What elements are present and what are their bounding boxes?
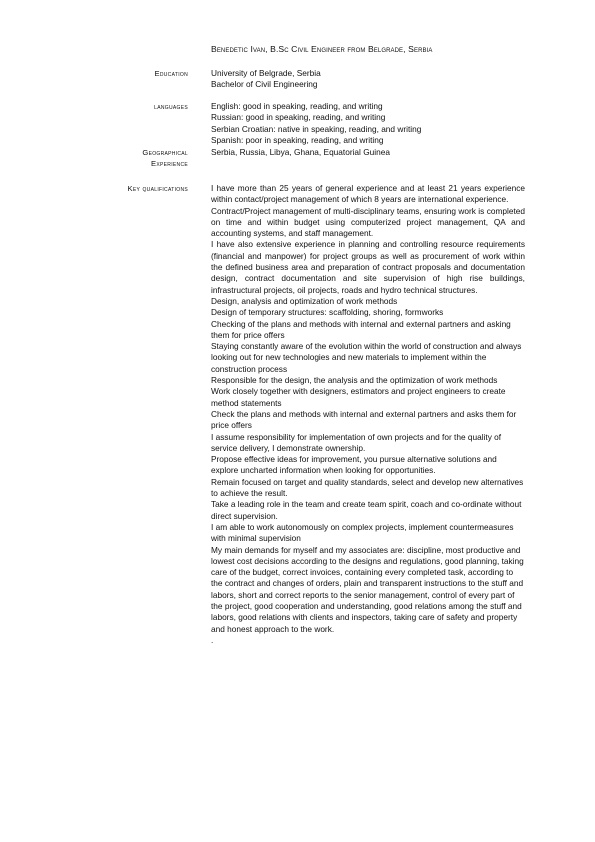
geo-label-line2: Experience xyxy=(151,159,188,168)
language-line: English: good in speaking, reading, and writing xyxy=(211,101,383,111)
qualification-item: Propose effective ideas for improvement, you pursue alternative solutions and explore uncharted information when looking for opportunities. xyxy=(211,454,497,476)
language-line: Russian: good in speaking, reading, and writing xyxy=(211,112,386,123)
language-line: Serbian Croatian: native in speaking, reading, and writing xyxy=(211,123,422,134)
cv-header-name: Benedetic Ivan, B.Sc Civil Engineer from Belgrade, Serbia xyxy=(211,44,433,54)
languages-content xyxy=(211,101,526,146)
qualification-item: Contract/Project management of multi-disciplinary teams, ensuring work is completed on time and within budget using computerized project management, QA and accounting systems, and staff management. xyxy=(211,205,525,239)
qualification-item: Design, analysis and optimization of work methods xyxy=(211,295,398,306)
qualification-item: My main demands for myself and my associates are: discipline, most productive and lowest cost decisions according to the designs and regulations, good planning, taking care of the budget, correct invoices, containing every completed task, according to the contract and changes of orders, plain and transparent instructions to the stuff and labors, short and correct reports to the senior management, control of every part of the project, good cooperation and understanding, good relations among the stuff and labors, good relations with clients and inspectors, taking care of safety and property and honest approach to the work. xyxy=(211,544,524,634)
qualifications-content xyxy=(211,183,525,646)
qualification-item: . xyxy=(211,634,214,645)
qualification-item: Remain focused on target and quality standards, select and develop new alternatives to achieve the result. xyxy=(211,476,524,499)
qualification-item: Take a leading role in the team and create team spirit, coach and co-ordinate without direct supervision. xyxy=(211,499,522,521)
qualification-item: Design of temporary structures: scaffolding, shoring, formworks xyxy=(211,307,444,318)
education-line: Bachelor of Civil Engineering xyxy=(211,79,318,90)
qualification-item: Work closely together with designers, estimators and project engineers to create method statements xyxy=(211,386,506,408)
language-line: Spanish: poor in speaking, reading, and writing xyxy=(211,134,384,145)
education-label: Education xyxy=(154,69,188,78)
qualification-item: I have also extensive experience in planning and controlling resource requirements (financial and manpower) for project groups as well as procurement of work within the defined business area and preparation of contract proposals and documentation design, contract documentation and site supervision of high rise buildings, infrastructural projects, oil projects, roads and hydro technical structures. xyxy=(211,239,525,295)
qualification-item: Check the plans and methods with internal and external partners and asks them for price offers xyxy=(211,408,517,431)
education-line: University of Belgrade, Serbia xyxy=(211,68,321,78)
geo-value: Serbia, Russia, Libya, Ghana, Equatorial Guinea xyxy=(211,147,390,157)
qualifications-label: Key qualifications xyxy=(127,184,188,193)
geo-label-line1: Geographical xyxy=(142,148,188,157)
qualification-item: I am able to work autonomously on complex projects, implement countermeasures with minimal supervision xyxy=(211,521,514,544)
qualification-item: Responsible for the design, the analysis and the optimization of work methods xyxy=(211,375,498,386)
languages-label: languages xyxy=(154,102,188,111)
qualification-item: Checking of the plans and methods with internal and external partners and asking them for price offers xyxy=(211,318,511,340)
qualification-item: I assume responsibility for implementation of own projects and for the quality of service delivery, I demonstrate ownership. xyxy=(211,431,502,453)
qualification-item: I have more than 25 years of general experience and at least 21 years experience within contact/project management of which 8 years are international experience. xyxy=(211,183,525,205)
qualification-item: Staying constantly aware of the evolution within the world of construction and always looking out for new technologies and new materials to implement within the construction process xyxy=(211,341,522,374)
education-content xyxy=(211,68,526,91)
geo-content xyxy=(211,147,526,158)
geo-label xyxy=(68,147,188,169)
